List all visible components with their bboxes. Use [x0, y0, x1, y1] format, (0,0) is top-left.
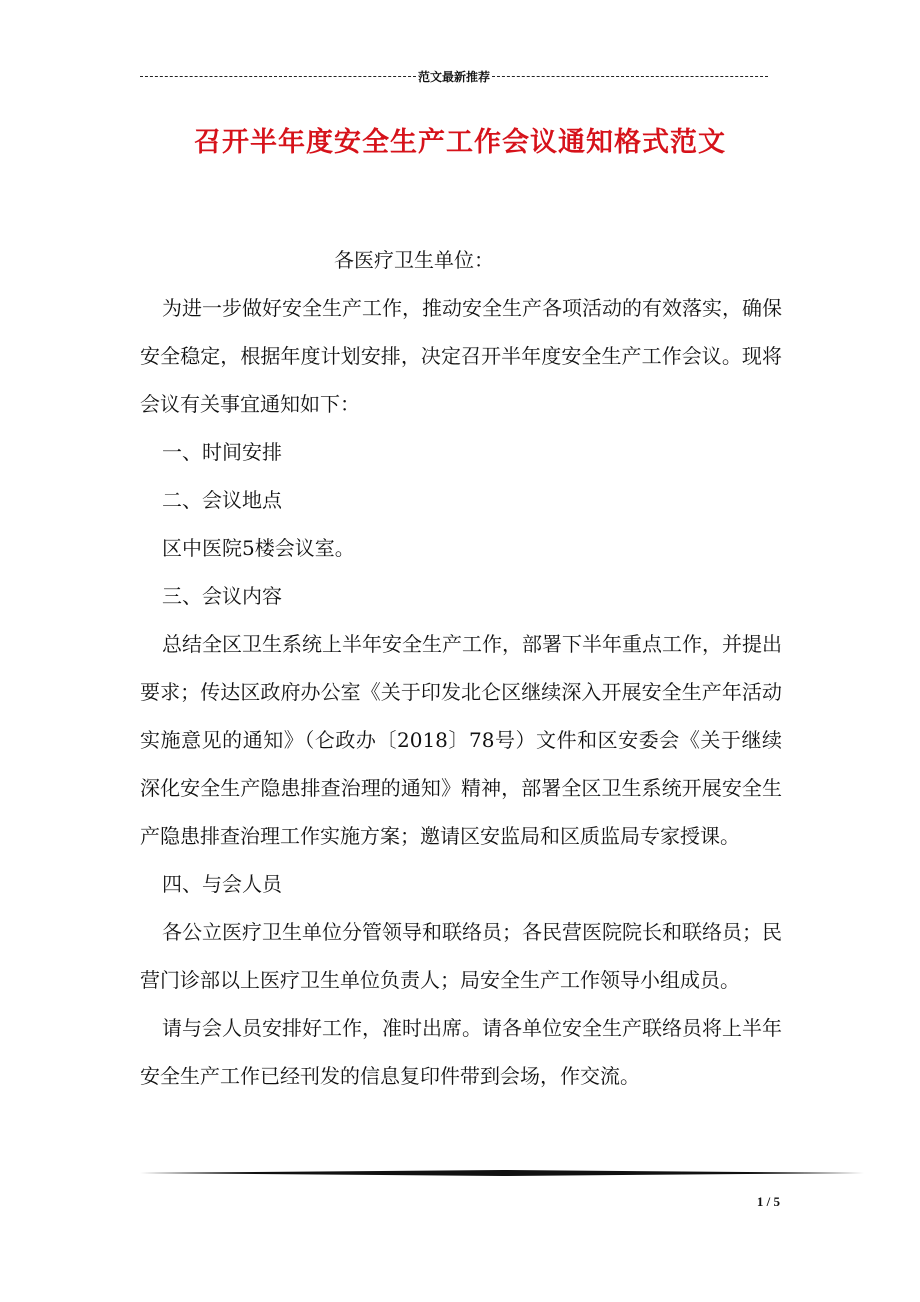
header-label: 范文最新推荐 [418, 69, 491, 84]
page-header [140, 66, 768, 86]
header-dash-left [140, 76, 416, 77]
paragraph-intro: 为进一步做好安全生产工作，推动安全生产各项活动的有效落实，确保安全稳定，根据年度计划安排，决定召开半年度安全生产工作会议。现将会议有关事宜通知如下： [140, 296, 782, 416]
header-dash-right [492, 76, 768, 77]
section-heading-attendees: 四、与会人员 [162, 872, 282, 896]
paragraph-content: 总结全区卫生系统上半年安全生产工作，部署下半年重点工作，并提出要求；传达区政府办公室《关于印发北仑区继续深入开展安全生产年活动实施意见的通知》（仑政办〔2018〕78号）文件和区安委会《关于继续深化安全生产隐患排查治理的通知》精神，部署全区卫生系统开展安全生产隐患排查治理工作实施方案；邀请区安监局和区质监局专家授课。 [140, 632, 782, 848]
paragraph-closing: 请与会人员安排好工作，准时出席。请各单位安全生产联络员将上半年安全生产工作已经刊发的信息复印件带到会场，作交流。 [140, 1016, 782, 1088]
document-body [140, 236, 782, 1100]
section-heading-content: 三、会议内容 [162, 584, 282, 608]
section-heading-time: 一、时间安排 [162, 440, 282, 464]
section-heading-location: 二、会议地点 [162, 488, 282, 512]
footer-rule [140, 1170, 864, 1176]
salutation: 各医疗卫生单位： [334, 248, 494, 272]
page-number: 1 / 5 [756, 1194, 780, 1209]
paragraph-attendees: 各公立医疗卫生单位分管领导和联络员；各民营医院院长和联络员；民营门诊部以上医疗卫生单位负责人；局安全生产工作领导小组成员。 [140, 920, 782, 992]
document-title: 召开半年度安全生产工作会议通知格式范文 [194, 127, 726, 158]
paragraph-location: 区中医院5楼会议室。 [162, 536, 355, 560]
